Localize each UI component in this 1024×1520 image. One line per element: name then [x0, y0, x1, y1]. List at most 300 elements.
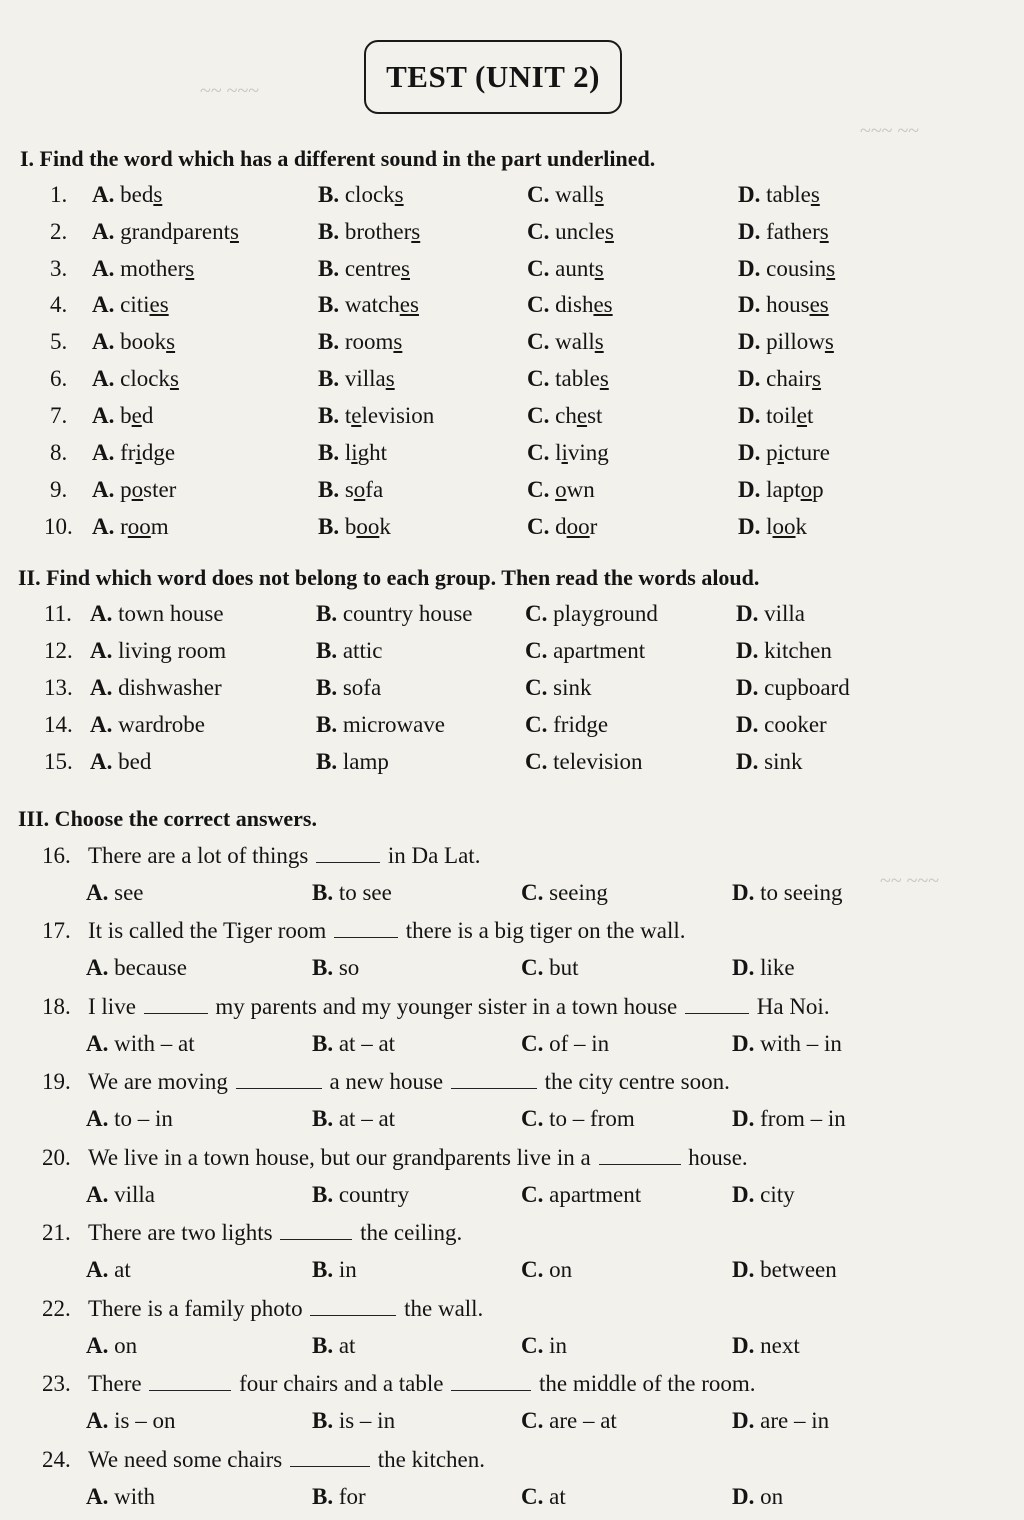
option-c[interactable]: [525, 712, 608, 738]
option-b[interactable]: [312, 1408, 395, 1434]
option-b[interactable]: [318, 219, 420, 245]
option-word-part: lapt: [766, 477, 801, 502]
option-letter: B.: [318, 292, 345, 317]
question-text-part: There is a family photo: [88, 1296, 303, 1321]
option-letter: D.: [738, 219, 767, 244]
option-b[interactable]: [312, 1106, 395, 1132]
option-text: to – in: [114, 1106, 173, 1131]
option-c[interactable]: [527, 514, 597, 540]
option-word-part: watch: [344, 292, 400, 317]
option-letter: C.: [525, 675, 554, 700]
option-letter: B.: [312, 1031, 339, 1056]
option-d[interactable]: [738, 403, 813, 429]
underlined-sound: s: [594, 329, 604, 354]
option-b[interactable]: [318, 366, 395, 392]
question-text-part: It is called the Tiger room: [88, 918, 327, 943]
answer-blank[interactable]: [599, 1146, 681, 1165]
option-word-part: d: [141, 403, 154, 428]
question-text-part: I live: [88, 994, 136, 1019]
option-d[interactable]: [738, 256, 835, 282]
option-a[interactable]: [92, 219, 239, 245]
option-text: between: [760, 1257, 837, 1282]
option-letter: C.: [527, 366, 556, 391]
option-text: television: [553, 749, 643, 774]
option-letter: B.: [318, 440, 345, 465]
underlined-sound: oo: [356, 514, 380, 539]
option-letter: A.: [90, 638, 119, 663]
option-a[interactable]: [90, 601, 224, 627]
option-c[interactable]: [527, 182, 604, 208]
option-word-part: t: [807, 403, 814, 428]
option-text: see: [114, 880, 144, 905]
option-a[interactable]: [92, 292, 169, 318]
option-d[interactable]: [738, 292, 829, 318]
option-text: at: [114, 1257, 131, 1282]
option-word-part: l: [344, 440, 352, 465]
option-letter: A.: [92, 440, 121, 465]
option-a[interactable]: [86, 1182, 155, 1208]
option-letter: A.: [90, 675, 119, 700]
option-letter: D.: [732, 1257, 761, 1282]
underlined-sound: i: [351, 440, 358, 465]
option-word-part: dge: [141, 440, 176, 465]
option-word-part: mother: [120, 256, 186, 281]
underlined-sound: s: [153, 182, 163, 207]
option-text: country: [338, 1182, 410, 1207]
option-letter: C.: [527, 477, 556, 502]
option-b[interactable]: [312, 1182, 409, 1208]
answer-blank[interactable]: [144, 995, 208, 1014]
answer-blank[interactable]: [236, 1070, 322, 1089]
option-text: like: [760, 955, 795, 980]
option-a[interactable]: [92, 182, 162, 208]
option-letter: C.: [521, 1106, 550, 1131]
option-d[interactable]: [732, 955, 795, 981]
question-number: 9.: [50, 477, 68, 502]
option-d[interactable]: [738, 440, 830, 466]
option-letter: B.: [318, 256, 345, 281]
answer-blank[interactable]: [334, 919, 398, 938]
question-number: 1.: [50, 182, 68, 207]
option-word-part: d: [555, 514, 567, 539]
option-letter: C.: [521, 880, 550, 905]
option-word-part: room: [344, 329, 394, 354]
question-text: [88, 1296, 483, 1322]
option-c[interactable]: [521, 1182, 641, 1208]
option-b[interactable]: [312, 955, 359, 981]
question-text-part: the city centre soon.: [544, 1069, 730, 1094]
option-b[interactable]: [318, 182, 404, 208]
option-letter: B.: [312, 1333, 339, 1358]
option-a[interactable]: [86, 1333, 137, 1359]
option-letter: A.: [92, 366, 121, 391]
option-word-part: toil: [766, 403, 797, 428]
underlined-sound: s: [393, 329, 403, 354]
option-text: with: [114, 1484, 156, 1509]
option-letter: A.: [86, 1408, 115, 1433]
underlined-sound: s: [594, 256, 604, 281]
option-c[interactable]: [521, 1408, 617, 1434]
question-text-part: a new house: [329, 1069, 444, 1094]
option-a[interactable]: [92, 477, 176, 503]
option-d[interactable]: [738, 477, 824, 503]
option-text: wardrobe: [118, 712, 205, 737]
option-c[interactable]: [527, 256, 604, 282]
option-text: to – from: [549, 1106, 635, 1131]
option-b[interactable]: [312, 1484, 366, 1510]
option-letter: C.: [521, 1408, 550, 1433]
option-text: sofa: [342, 675, 382, 700]
option-d[interactable]: [738, 329, 834, 355]
underlined-sound: s: [824, 329, 834, 354]
question-number: 20.: [42, 1145, 71, 1170]
question-text-part: There are two lights: [88, 1220, 273, 1245]
option-d[interactable]: [732, 1333, 800, 1359]
option-word-part: r: [589, 514, 598, 539]
option-word-part: ght: [357, 440, 388, 465]
question-number: 8.: [50, 440, 68, 465]
option-c[interactable]: [527, 292, 613, 318]
option-word-part: grandparent: [120, 219, 230, 244]
option-text: fridge: [553, 712, 609, 737]
question-text: [88, 918, 686, 944]
option-word-part: k: [379, 514, 391, 539]
option-c[interactable]: [521, 1333, 567, 1359]
question-text-part: house.: [688, 1145, 748, 1170]
option-letter: A.: [86, 1484, 115, 1509]
section-2-heading: II. Find which word does not belong to each group. Then read the words aloud.: [18, 565, 760, 590]
answer-blank[interactable]: [451, 1070, 537, 1089]
answer-blank[interactable]: [310, 1297, 396, 1316]
question-number: 15.: [44, 749, 73, 774]
option-b[interactable]: [312, 1031, 395, 1057]
option-text: is – on: [114, 1408, 176, 1433]
option-text: at – at: [338, 1106, 396, 1131]
option-letter: D.: [732, 1106, 761, 1131]
option-d[interactable]: [738, 514, 807, 540]
question-number: 18.: [42, 994, 71, 1019]
option-word-part: villa: [344, 366, 386, 391]
option-b[interactable]: [318, 403, 434, 429]
option-d[interactable]: [732, 1408, 829, 1434]
answer-blank[interactable]: [685, 995, 749, 1014]
option-letter: B.: [318, 403, 345, 428]
option-d[interactable]: [732, 1484, 783, 1510]
option-a[interactable]: [86, 955, 187, 981]
option-c[interactable]: [527, 219, 614, 245]
option-letter: B.: [312, 955, 339, 980]
option-letter: D.: [738, 440, 767, 465]
question-text-part: There are a lot of things: [88, 843, 309, 868]
option-letter: D.: [732, 955, 761, 980]
option-letter: D.: [738, 329, 767, 354]
option-text: is – in: [338, 1408, 396, 1433]
option-b[interactable]: [316, 712, 445, 738]
option-text: living room: [118, 638, 227, 663]
option-letter: A.: [92, 219, 121, 244]
option-word-part: hous: [766, 292, 810, 317]
option-b[interactable]: [318, 292, 419, 318]
bleed-through-mark: ~~ ~~~: [200, 80, 260, 102]
option-d[interactable]: [736, 749, 802, 775]
answer-blank[interactable]: [149, 1372, 231, 1391]
option-word-part: p: [812, 477, 824, 502]
option-a[interactable]: [86, 1484, 155, 1510]
option-a[interactable]: [92, 329, 175, 355]
option-letter: A.: [86, 1182, 115, 1207]
underlined-sound: s: [394, 182, 404, 207]
option-text: in: [338, 1257, 357, 1282]
question-number: 5.: [50, 329, 68, 354]
option-d[interactable]: [732, 880, 843, 906]
option-d[interactable]: [736, 601, 805, 627]
option-letter: D.: [732, 1484, 761, 1509]
option-text: city: [760, 1182, 795, 1207]
answer-blank[interactable]: [280, 1221, 352, 1240]
option-b[interactable]: [318, 440, 387, 466]
option-b[interactable]: [316, 638, 382, 664]
option-b[interactable]: [312, 1333, 355, 1359]
underlined-sound: s: [229, 219, 239, 244]
option-d[interactable]: [732, 1106, 846, 1132]
question-number: 14.: [44, 712, 73, 737]
underlined-sound: e: [796, 403, 808, 428]
option-a[interactable]: [90, 675, 222, 701]
option-a[interactable]: [92, 256, 194, 282]
option-text: at – at: [338, 1031, 396, 1056]
option-c[interactable]: [521, 1031, 609, 1057]
question-number: 2.: [50, 219, 68, 244]
option-d[interactable]: [736, 675, 850, 701]
underlined-sound: o: [800, 477, 813, 502]
option-text: apartment: [553, 638, 646, 663]
option-letter: D.: [732, 880, 761, 905]
option-letter: B.: [318, 219, 345, 244]
underlined-sound: s: [166, 329, 176, 354]
option-a[interactable]: [86, 880, 144, 906]
option-text: on: [549, 1257, 573, 1282]
option-a[interactable]: [86, 1408, 175, 1434]
option-word-part: table: [766, 182, 811, 207]
option-a[interactable]: [92, 403, 153, 429]
option-letter: D.: [738, 403, 767, 428]
option-text: bed: [118, 749, 152, 774]
option-text: with – at: [114, 1031, 195, 1056]
option-text: with – in: [760, 1031, 842, 1056]
option-letter: D.: [736, 601, 765, 626]
underlined-sound: s: [594, 182, 604, 207]
option-d[interactable]: [738, 366, 821, 392]
option-b[interactable]: [318, 477, 383, 503]
option-letter: B.: [318, 182, 345, 207]
option-letter: A.: [86, 880, 115, 905]
option-letter: B.: [318, 366, 345, 391]
option-d[interactable]: [732, 1257, 837, 1283]
option-letter: D.: [732, 1031, 761, 1056]
option-a[interactable]: [92, 514, 169, 540]
underlined-sound: s: [401, 256, 410, 281]
question-text: [88, 1145, 748, 1171]
option-a[interactable]: [90, 712, 205, 738]
option-a[interactable]: [90, 638, 226, 664]
option-word-part: book: [120, 329, 167, 354]
underlined-sound: o: [555, 477, 567, 502]
option-letter: B.: [318, 514, 345, 539]
option-letter: B.: [318, 329, 345, 354]
option-b[interactable]: [312, 1257, 357, 1283]
underlined-sound: es: [809, 292, 829, 317]
option-letter: D.: [738, 366, 767, 391]
option-text: are – at: [549, 1408, 617, 1433]
answer-blank[interactable]: [316, 844, 380, 863]
option-text: so: [338, 955, 360, 980]
option-text: of – in: [549, 1031, 610, 1056]
option-c[interactable]: [527, 403, 602, 429]
option-letter: C.: [525, 712, 554, 737]
option-c[interactable]: [527, 329, 604, 355]
option-c[interactable]: [521, 1484, 566, 1510]
option-b[interactable]: [312, 880, 392, 906]
option-b[interactable]: [318, 329, 402, 355]
option-text: cooker: [764, 712, 827, 737]
option-text: to seeing: [760, 880, 843, 905]
answer-blank[interactable]: [451, 1372, 531, 1391]
option-text: to see: [338, 880, 392, 905]
option-c[interactable]: [525, 601, 658, 627]
option-text: playground: [553, 601, 658, 626]
option-letter: D.: [738, 514, 767, 539]
option-word-part: centre: [344, 256, 402, 281]
option-letter: D.: [732, 1408, 761, 1433]
option-text: are – in: [760, 1408, 830, 1433]
option-letter: D.: [732, 1333, 761, 1358]
option-c[interactable]: [525, 749, 643, 775]
option-word-part: chair: [766, 366, 813, 391]
underlined-sound: e: [351, 403, 362, 428]
option-text: seeing: [549, 880, 608, 905]
option-text: attic: [342, 638, 383, 663]
option-c[interactable]: [527, 366, 609, 392]
option-letter: C.: [521, 1333, 550, 1358]
question-text-part: the wall.: [404, 1296, 484, 1321]
option-text: villa: [764, 601, 806, 626]
option-word-part: table: [555, 366, 600, 391]
option-a[interactable]: [90, 749, 151, 775]
question-text-part: We are moving: [88, 1069, 228, 1094]
option-d[interactable]: [732, 1031, 842, 1057]
underlined-sound: s: [826, 256, 836, 281]
option-letter: B.: [312, 880, 339, 905]
option-letter: A.: [90, 749, 119, 774]
option-b[interactable]: [316, 601, 473, 627]
question-number: 4.: [50, 292, 68, 317]
option-d[interactable]: [732, 1182, 795, 1208]
option-text: but: [549, 955, 579, 980]
option-a[interactable]: [86, 1257, 131, 1283]
option-a[interactable]: [86, 1106, 173, 1132]
option-c[interactable]: [521, 880, 608, 906]
answer-blank[interactable]: [290, 1448, 370, 1467]
option-a[interactable]: [92, 366, 179, 392]
option-c[interactable]: [525, 675, 591, 701]
option-word-part: t: [344, 403, 352, 428]
question-number: 23.: [42, 1371, 71, 1396]
option-letter: A.: [86, 1106, 115, 1131]
option-text: in: [549, 1333, 568, 1358]
option-word-part: fr: [120, 440, 136, 465]
option-letter: C.: [521, 955, 550, 980]
option-c[interactable]: [527, 440, 609, 466]
option-text: sink: [553, 675, 592, 700]
option-c[interactable]: [521, 955, 579, 981]
option-text: on: [760, 1484, 784, 1509]
underlined-sound: e: [131, 403, 142, 428]
option-letter: D.: [736, 712, 765, 737]
question-text: [88, 994, 830, 1020]
option-word-part: l: [766, 514, 773, 539]
section-3-heading: III. Choose the correct answers.: [18, 806, 317, 831]
option-word-part: clock: [344, 182, 395, 207]
page-title: [364, 40, 622, 114]
question-text-part: my parents and my younger sister in a town house: [215, 994, 678, 1019]
bleed-through-mark: ~~ ~~~: [880, 870, 940, 892]
underlined-sound: i: [135, 440, 142, 465]
option-letter: C.: [527, 256, 556, 281]
question-text-part: in Da Lat.: [387, 843, 481, 868]
option-d[interactable]: [736, 638, 832, 664]
question-text-part: four chairs and a table: [239, 1371, 444, 1396]
option-word-part: cousin: [766, 256, 827, 281]
underlined-sound: i: [777, 440, 785, 465]
question-number: 6.: [50, 366, 68, 391]
option-letter: A.: [92, 292, 121, 317]
option-b[interactable]: [316, 675, 381, 701]
option-d[interactable]: [738, 182, 820, 208]
option-text: sink: [764, 749, 803, 774]
option-word-part: father: [766, 219, 820, 244]
option-a[interactable]: [92, 440, 175, 466]
question-text: [88, 1069, 730, 1095]
option-c[interactable]: [521, 1257, 572, 1283]
option-word-part: wall: [555, 329, 595, 354]
option-text: for: [338, 1484, 366, 1509]
option-text: microwave: [342, 712, 446, 737]
option-c[interactable]: [527, 477, 595, 503]
option-letter: B.: [312, 1408, 339, 1433]
option-c[interactable]: [521, 1106, 635, 1132]
question-text: [88, 843, 480, 869]
option-word-part: b: [120, 403, 132, 428]
option-b[interactable]: [318, 256, 410, 282]
option-d[interactable]: [736, 712, 827, 738]
option-letter: C.: [525, 601, 554, 626]
underlined-sound: o: [131, 477, 144, 502]
underlined-sound: s: [185, 256, 195, 281]
option-word-part: uncle: [555, 219, 605, 244]
option-c[interactable]: [525, 638, 645, 664]
underlined-sound: s: [169, 366, 179, 391]
option-letter: B.: [312, 1106, 339, 1131]
question-number: 10.: [44, 514, 73, 539]
option-b[interactable]: [318, 514, 391, 540]
option-a[interactable]: [86, 1031, 195, 1057]
option-word-part: k: [795, 514, 808, 539]
option-b[interactable]: [316, 749, 389, 775]
option-d[interactable]: [738, 219, 829, 245]
option-text: dishwasher: [118, 675, 222, 700]
option-word-part: fa: [365, 477, 384, 502]
underlined-sound: s: [812, 366, 822, 391]
